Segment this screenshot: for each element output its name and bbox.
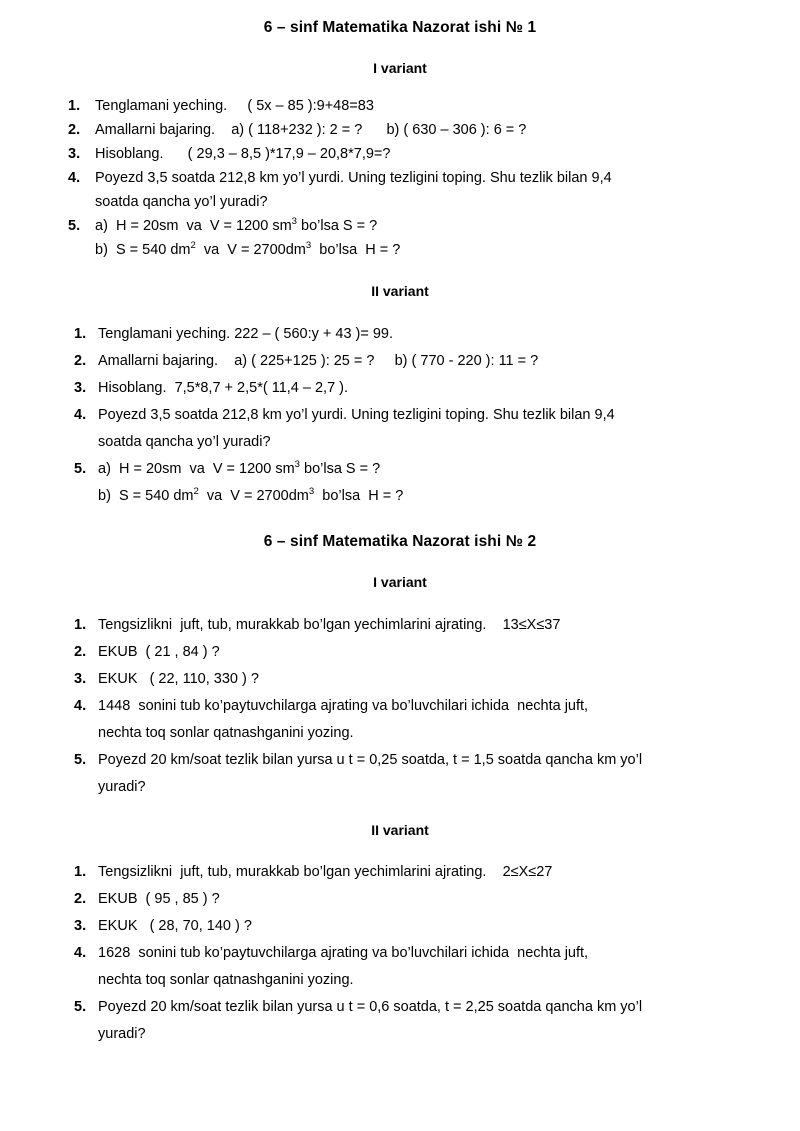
question-text: Hisoblang. 7,5*8,7 + 2,5*( 11,4 – 2,7 ). <box>98 379 349 396</box>
question-item <box>60 118 740 142</box>
test-1-variant-1-question-list <box>60 94 740 262</box>
question-item <box>60 747 740 801</box>
spacer <box>60 839 740 859</box>
test-1-section <box>60 18 740 510</box>
question-item <box>60 913 740 940</box>
question-number: 5. <box>74 999 87 1016</box>
question-text: Poyezd 3,5 soatda 212,8 km yo’l yurdi. Uning tezligini toping. Shu tezlik bilan 9,4 <box>98 406 615 423</box>
question-text: Poyezd 20 km/soat tezlik bilan yursa u t = 0,25 soatda, t = 1,5 soatda qancha km yo’l <box>98 751 643 768</box>
test-1-variant-2-heading: II variant <box>371 282 429 299</box>
question-number: 3. <box>74 670 87 687</box>
question-text: EKUK ( 22, 110, 330 ) ? <box>98 670 259 687</box>
question-text: Tenglamani yeching. 222 – ( 560:y + 43 )= 99. <box>98 325 394 342</box>
spacer <box>60 510 740 532</box>
exponent: 3 <box>291 215 297 227</box>
question-number: 5. <box>74 751 87 768</box>
question-subitem-a: a) H = 20sm va V = 1200 $sm^3$ bo’lsa S = ? <box>95 215 378 234</box>
question-number: 3. <box>74 379 87 396</box>
question-item <box>60 666 740 693</box>
spacer <box>60 592 740 612</box>
question-item <box>60 402 740 456</box>
question-text: Poyezd 3,5 soatda 212,8 km yo’l yurdi. Uning tezligini toping. Shu tezlik bilan 9,4 <box>95 169 612 186</box>
question-number: 2. <box>74 352 87 369</box>
question-text: Hisoblang. ( 29,3 – 8,5 )*17,9 – 20,8*7,9=? <box>95 145 391 162</box>
test-2-section <box>60 532 740 1049</box>
question-text-continuation: yuradi? <box>98 1026 146 1043</box>
question-number: 4. <box>68 169 81 186</box>
question-item <box>60 375 740 402</box>
question-text-continuation: soatda qancha yo’l yuradi? <box>98 433 271 450</box>
question-item <box>60 639 740 666</box>
test-2-variant-2-question-list <box>60 859 740 1048</box>
question-text-continuation: nechta toq sonlar qatnashganini yozing. <box>98 724 354 741</box>
spacer <box>60 301 740 321</box>
question-item <box>60 693 740 747</box>
question-item <box>60 166 740 214</box>
question-subitem-b: b) S = 540 $dm^2$ va $V = 2700dm^3$ bo’lsa H = ? <box>98 485 404 504</box>
test-1-title: 6 – sinf Matematika Nazorat ishi № 1 <box>263 19 537 36</box>
question-number: 3. <box>68 145 81 162</box>
question-number: 2. <box>68 121 81 138</box>
question-text: Amallarni bajaring. a) ( 225+125 ): 25 = ? b) ( 770 - 220 ): 11 = ? <box>98 352 539 369</box>
question-text: EKUB ( 21 , 84 ) ? <box>98 643 220 660</box>
exponent: 2 <box>190 239 196 251</box>
question-text: Tengsizlikni juft, tub, murakkab bo’lgan yechimlarini ajrating. 2≤X≤27 <box>98 864 553 881</box>
question-number: 5. <box>68 217 81 234</box>
test-2-title: 6 – sinf Matematika Nazorat ishi № 2 <box>263 532 537 550</box>
question-text: EKUB ( 95 , 85 ) ? <box>98 891 220 908</box>
question-text: Amallarni bajaring. a) ( 118+232 ): 2 = ? b) ( 630 – 306 ): 6 = ? <box>95 121 527 138</box>
test-1-variant-1-heading: I variant <box>373 59 427 76</box>
spacer <box>60 262 740 282</box>
question-item <box>60 886 740 913</box>
question-subitem-b: b) S = 540 $dm^2$ va $V = 2700dm^3$ bo’lsa H = ? <box>95 239 401 258</box>
question-item <box>60 348 740 375</box>
question-text: Tengsizlikni juft, tub, murakkab bo’lgan yechimlarini ajrating. 13≤X≤37 <box>98 616 561 633</box>
question-number: 4. <box>74 406 87 423</box>
test-2-variant-2-heading: II variant <box>371 821 429 838</box>
question-number: 4. <box>74 945 87 962</box>
question-text: 1448 sonini tub ko’paytuvchilarga ajrating va bo’luvchilari ichida nechta juft, <box>98 697 589 714</box>
question-text-continuation: soatda qancha yo’l yuradi? <box>95 193 268 210</box>
exponent: 3 <box>294 458 300 470</box>
question-text: 1628 sonini tub ko’paytuvchilarga ajrating va bo’luvchilari ichida nechta juft, <box>98 945 589 962</box>
spacer <box>60 553 740 573</box>
question-text: Tenglamani yeching. ( 5x – 85 ):9+48=83 <box>95 97 374 114</box>
question-item <box>60 321 740 348</box>
question-item <box>60 142 740 166</box>
question-item <box>60 612 740 639</box>
exponent: 2 <box>193 485 199 497</box>
question-item <box>60 940 740 994</box>
question-item <box>60 94 740 118</box>
spacer <box>60 78 740 94</box>
spacer <box>60 39 740 59</box>
test-2-variant-1-heading: I variant <box>373 573 427 590</box>
question-text: EKUK ( 28, 70, 140 ) ? <box>98 918 252 935</box>
question-number: 1. <box>74 325 87 342</box>
question-text: Poyezd 20 km/soat tezlik bilan yursa u t = 0,6 soatda, t = 2,25 soatda qancha km yo’l <box>98 999 643 1016</box>
question-item <box>60 859 740 886</box>
question-text-continuation: nechta toq sonlar qatnashganini yozing. <box>98 972 354 989</box>
question-item <box>60 456 740 510</box>
test-2-variant-1-question-list <box>60 612 740 801</box>
test-1-variant-2-question-list <box>60 321 740 510</box>
question-number: 4. <box>74 697 87 714</box>
question-subitem-a: a) H = 20sm va V = 1200 $sm^3$ bo’lsa S = ? <box>98 458 381 477</box>
question-text-continuation: yuradi? <box>98 778 146 795</box>
question-number: 2. <box>74 643 87 660</box>
question-number: 5. <box>74 460 87 477</box>
question-item <box>60 994 740 1048</box>
question-number: 1. <box>68 97 81 114</box>
question-number: 1. <box>74 616 87 633</box>
exponent: 3 <box>305 239 312 251</box>
question-number: 3. <box>74 918 87 935</box>
question-item <box>60 214 740 262</box>
question-number: 1. <box>74 864 87 881</box>
exponent: 3 <box>308 485 315 497</box>
spacer <box>60 801 740 821</box>
question-number: 2. <box>74 891 87 908</box>
